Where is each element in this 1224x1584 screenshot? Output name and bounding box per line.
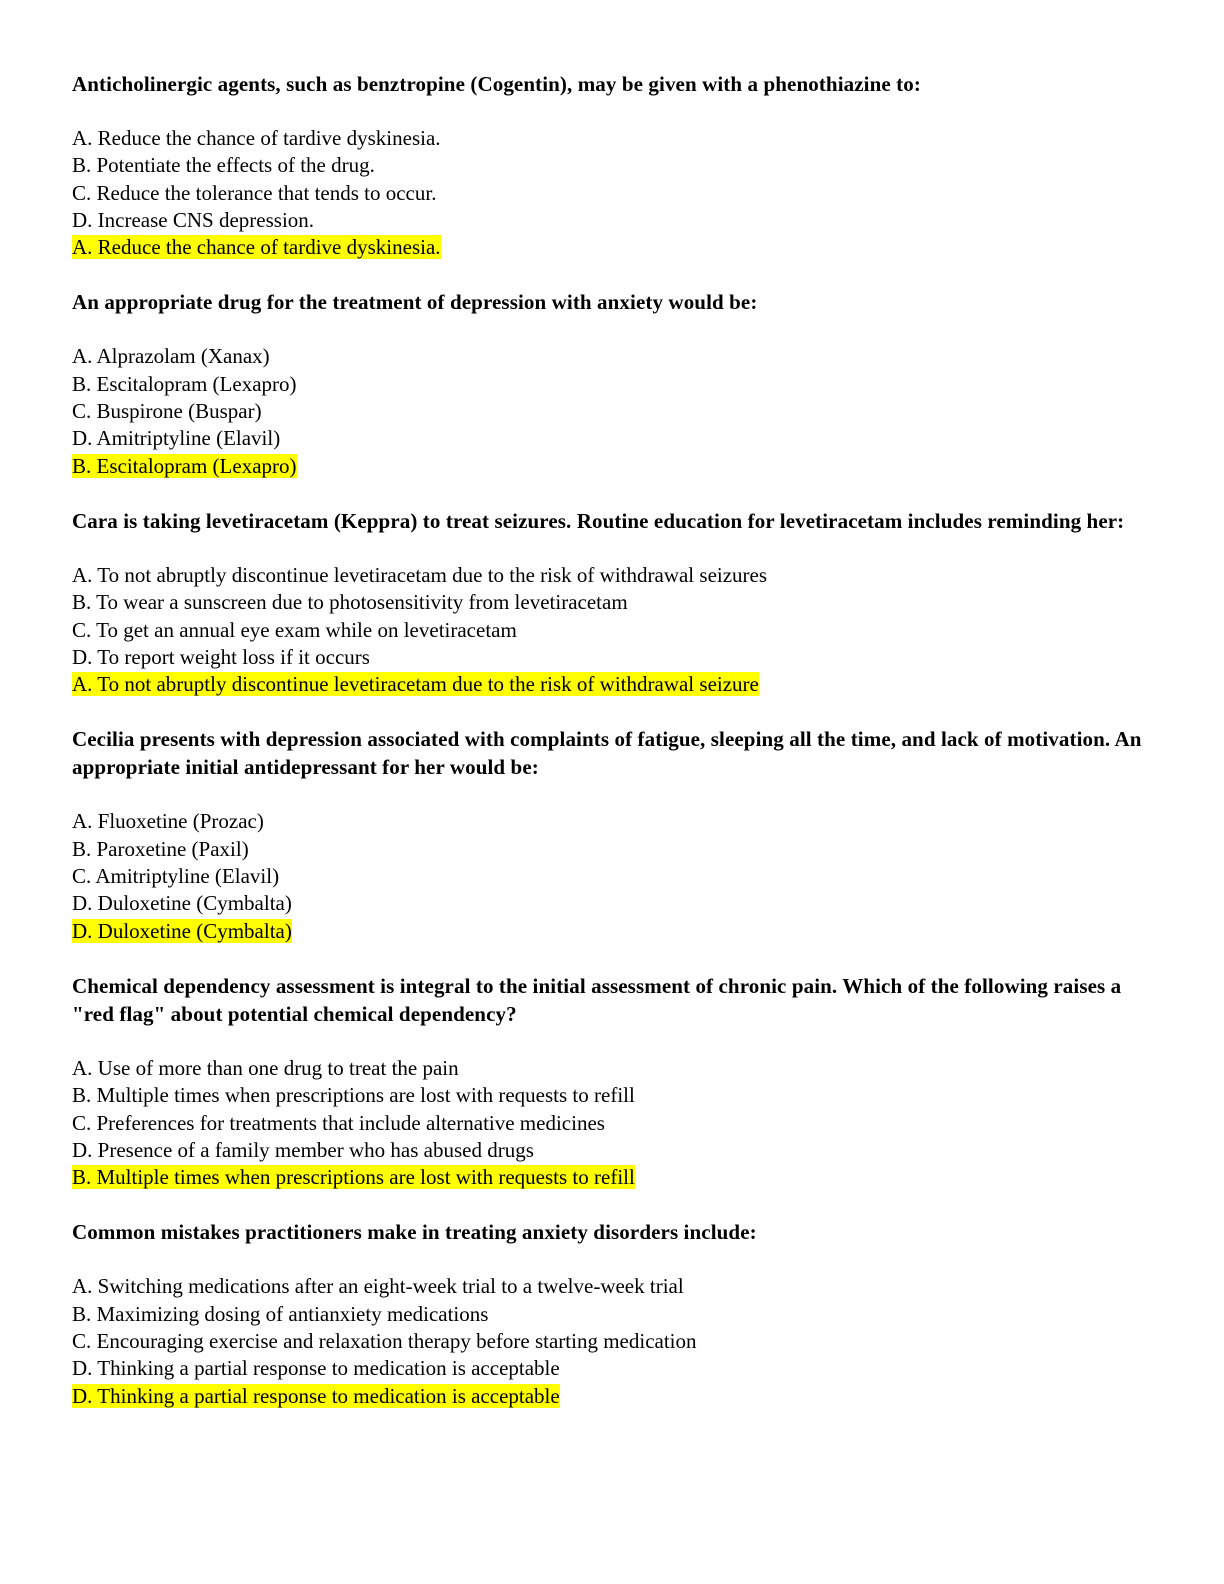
option-c: C. Buspirone (Buspar) (72, 399, 262, 424)
option-c: C. Encouraging exercise and relaxation therapy before starting medication (72, 1329, 697, 1354)
document-page (72, 70, 1152, 1437)
question-block-3 (72, 507, 1152, 698)
question-text: Anticholinergic agents, such as benztropine (Cogentin), may be given with a phenothiazine to: (72, 72, 921, 96)
answer-highlight: A. To not abruptly discontinue levetiracetam due to the risk of withdrawal seizure (72, 672, 759, 697)
question-text: Cecilia presents with depression associated with complaints of fatigue, sleeping all the time, and lack of motivation. An appropriate initial antidepressant for her would be: (72, 727, 1142, 780)
option-d: D. Amitriptyline (Elavil) (72, 426, 281, 451)
question-text: Chemical dependency assessment is integral to the initial assessment of chronic pain. Which of the following raises a "red flag" about potential chemical dependency? (72, 973, 1122, 1026)
option-d: D. Thinking a partial response to medication is acceptable (72, 1356, 560, 1381)
answer-highlight: D. Thinking a partial response to medication is acceptable (72, 1383, 560, 1408)
option-d: D. Increase CNS depression. (72, 207, 315, 232)
answer-highlight: B. Escitalopram (Lexapro) (72, 453, 297, 478)
question-text: Common mistakes practitioners make in treating anxiety disorders include: (72, 1220, 757, 1245)
option-a: A. Reduce the chance of tardive dyskinesia. (72, 126, 441, 150)
answer-highlight: B. Multiple times when prescriptions are lost with requests to refill (72, 1165, 635, 1190)
question-block-4 (72, 725, 1152, 944)
option-b: B. Paroxetine (Paxil) (72, 836, 249, 861)
option-b: B. Potentiate the effects of the drug. (72, 153, 375, 178)
option-b: B. Multiple times when prescriptions are lost with requests to refill (72, 1083, 635, 1108)
highlighted-answer (72, 1164, 1152, 1191)
option-a: A. Switching medications after an eight-week trial to a twelve-week trial (72, 1274, 684, 1299)
option-b: B. Maximizing dosing of antianxiety medications (72, 1301, 489, 1326)
question-block-2 (72, 288, 1152, 479)
option-d: D. To report weight loss if it occurs (72, 644, 370, 669)
option-a: A. Use of more than one drug to treat the pain (72, 1055, 459, 1080)
option-b: B. Escitalopram (Lexapro) (72, 371, 297, 396)
question-block-6 (72, 1218, 1152, 1409)
highlighted-answer (72, 234, 1152, 261)
option-c: C. Preferences for treatments that include alternative medicines (72, 1110, 605, 1135)
question-block-1 (72, 70, 1152, 261)
highlighted-answer (72, 453, 1152, 480)
option-a: A. To not abruptly discontinue levetiracetam due to the risk of withdrawal seizures (72, 562, 768, 587)
highlighted-answer (72, 671, 1152, 698)
option-c: C. To get an annual eye exam while on levetiracetam (72, 617, 517, 642)
option-a: A. Alprazolam (Xanax) (72, 344, 270, 369)
option-c: C. Amitriptyline (Elavil) (72, 864, 280, 889)
answer-highlight: A. Reduce the chance of tardive dyskinesia. (72, 235, 441, 260)
highlighted-answer (72, 918, 1152, 945)
option-b: B. To wear a sunscreen due to photosensitivity from levetiracetam (72, 590, 628, 615)
option-c: C. Reduce the tolerance that tends to occur. (72, 180, 437, 205)
option-d: D. Duloxetine (Cymbalta) (72, 891, 292, 916)
question-text: Cara is taking levetiracetam (Keppra) to treat seizures. Routine education for levetiracetam includes reminding her: (72, 508, 1125, 533)
highlighted-answer (72, 1383, 1152, 1410)
option-d: D. Presence of a family member who has abused drugs (72, 1137, 534, 1162)
question-text: An appropriate drug for the treatment of depression with anxiety would be: (72, 290, 758, 315)
question-block-5 (72, 972, 1152, 1191)
answer-highlight: D. Duloxetine (Cymbalta) (72, 918, 292, 943)
option-a: A. Fluoxetine (Prozac) (72, 809, 264, 834)
